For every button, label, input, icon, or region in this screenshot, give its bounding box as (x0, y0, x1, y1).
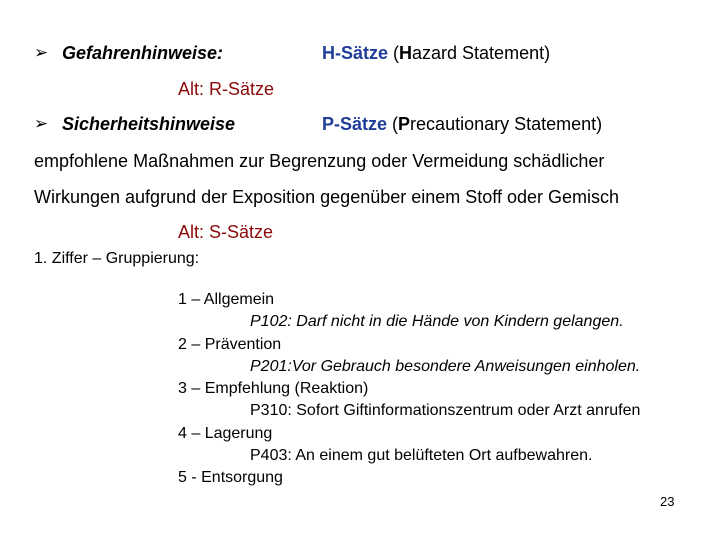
hazard-alt: Alt: R-Sätze (178, 79, 275, 99)
group-item-example: P310: Sofort Giftinformationszentrum oder Arzt anrufen (250, 402, 641, 420)
safety-term (322, 113, 602, 135)
arrow-bullet-icon: ➢ (34, 43, 49, 62)
group-item-example: P201:Vor Gebrauch besondere Anweisungen einholen. (250, 357, 641, 375)
safety-alt: Alt: S-Sätze (178, 222, 274, 242)
group-item-label: 1 – Allgemein (178, 291, 275, 308)
hazard-term-rest: azard Statement) (412, 43, 551, 63)
hazard-term-code: H-Sätze (322, 43, 389, 63)
safety-term-open: ( (387, 114, 399, 134)
hazard-term-open: ( (388, 43, 400, 63)
hazard-term (322, 42, 550, 64)
group-item-example: P403: An einem gut belüfteten Ort aufbewahren. (250, 447, 593, 465)
page-number: 23 (660, 494, 675, 509)
safety-label: Sicherheitshinweise (62, 114, 236, 134)
safety-description-line2: Wirkungen aufgrund der Exposition gegenüber einem Stoff oder Gemisch (34, 187, 620, 207)
group-item-label: 5 - Entsorgung (178, 469, 283, 487)
grouping-list (178, 289, 640, 490)
grouping-heading: 1. Ziffer – Gruppierung: (34, 250, 200, 267)
safety-description-line1: empfohlene Maßnahmen zur Begrenzung oder Vermeidung schädlicher (34, 151, 605, 171)
hazard-label: Gefahrenhinweise: (62, 43, 224, 63)
safety-term-initial: P (398, 114, 411, 134)
group-item-example: P102: Darf nicht in die Hände von Kindern gelangen. (250, 313, 624, 331)
hazard-term-initial: H (399, 43, 413, 63)
safety-term-code: P-Sätze (322, 114, 388, 134)
group-item-label: 3 – Empfehlung (Reaktion) (178, 380, 369, 398)
group-item-label: 4 – Lagerung (178, 424, 273, 442)
arrow-bullet-icon: ➢ (34, 114, 49, 133)
group-item-label: 2 – Prävention (178, 335, 282, 353)
safety-term-rest: recautionary Statement) (410, 114, 603, 134)
